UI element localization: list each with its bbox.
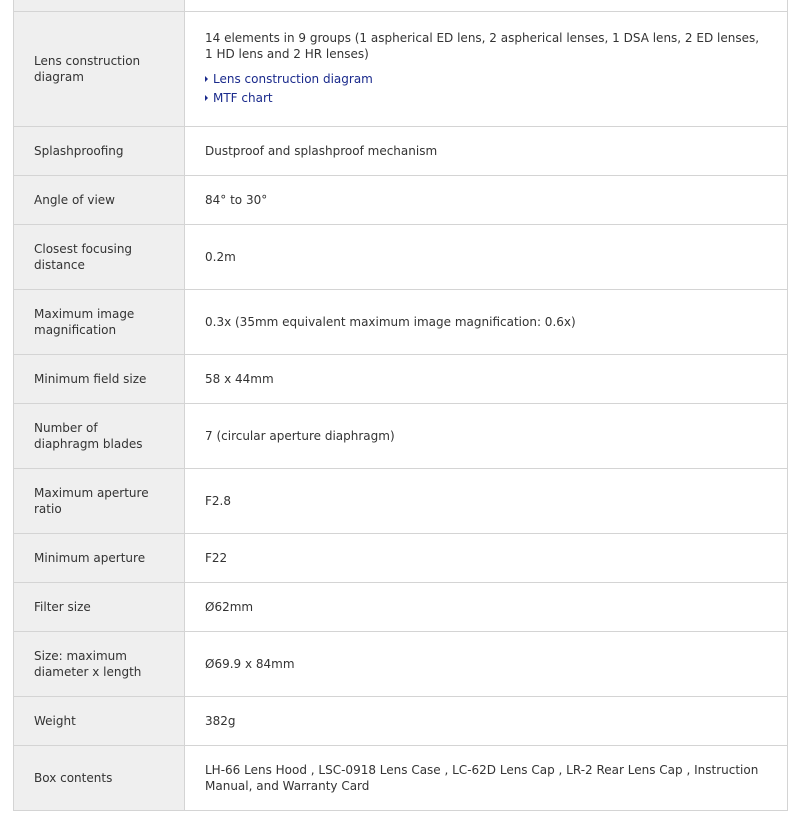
table-row	[14, 290, 788, 355]
spec-label: Maximum aperture ratio	[14, 469, 185, 534]
spec-value: F22	[185, 534, 788, 583]
table-row	[14, 697, 788, 746]
mtf-chart-link[interactable]	[205, 89, 767, 108]
spec-table	[13, 0, 788, 811]
table-row	[14, 746, 788, 811]
spec-label: Box contents	[14, 746, 185, 811]
spec-value: Dustproof and splashproof mechanism	[185, 127, 788, 176]
link-label: MTF chart	[213, 91, 273, 105]
arrow-right-icon	[205, 95, 208, 101]
spec-value: 84° to 30°	[185, 176, 788, 225]
spec-value: 0.3x (35mm equivalent maximum image magnification: 0.6x)	[185, 290, 788, 355]
spec-label: Minimum field size	[14, 355, 185, 404]
spec-label: Number of diaphragm blades	[14, 404, 185, 469]
table-row	[14, 534, 788, 583]
table-row	[14, 404, 788, 469]
spec-label: Splashproofing	[14, 127, 185, 176]
arrow-right-icon	[205, 76, 208, 82]
spec-value: LH-66 Lens Hood , LSC-0918 Lens Case , LC-62D Lens Cap , LR-2 Rear Lens Cap , Instruction Manual, and Warranty Card	[185, 746, 788, 811]
spec-value: 382g	[185, 697, 788, 746]
spec-value: 0.2m	[185, 225, 788, 290]
spec-value: Ø69.9 x 84mm	[185, 632, 788, 697]
table-row	[14, 176, 788, 225]
spec-value	[185, 0, 788, 12]
spec-label: Angle of view	[14, 176, 185, 225]
spec-links	[205, 70, 767, 108]
table-row	[14, 12, 788, 127]
spec-value-cell	[185, 12, 788, 127]
table-row	[14, 0, 788, 12]
table-row	[14, 632, 788, 697]
spec-label	[14, 0, 185, 12]
spec-label: Weight	[14, 697, 185, 746]
spec-value: 14 elements in 9 groups (1 aspherical ED lens, 2 aspherical lenses, 1 DSA lens, 2 ED lenses, 1 HD lens and 2 HR lenses)	[205, 31, 760, 61]
spec-label: Lens construction diagram	[14, 12, 185, 127]
table-row	[14, 355, 788, 404]
table-row	[14, 469, 788, 534]
spec-label: Filter size	[14, 583, 185, 632]
spec-label: Closest focusing distance	[14, 225, 185, 290]
spec-label: Size: maximum diameter x length	[14, 632, 185, 697]
link-label: Lens construction diagram	[213, 72, 373, 86]
spec-label: Maximum image magnification	[14, 290, 185, 355]
spec-value: 7 (circular aperture diaphragm)	[185, 404, 788, 469]
spec-value: F2.8	[185, 469, 788, 534]
lens-construction-diagram-link[interactable]	[205, 70, 767, 89]
table-row	[14, 583, 788, 632]
spec-value: 58 x 44mm	[185, 355, 788, 404]
table-row	[14, 225, 788, 290]
table-row	[14, 127, 788, 176]
spec-label: Minimum aperture	[14, 534, 185, 583]
spec-value: Ø62mm	[185, 583, 788, 632]
